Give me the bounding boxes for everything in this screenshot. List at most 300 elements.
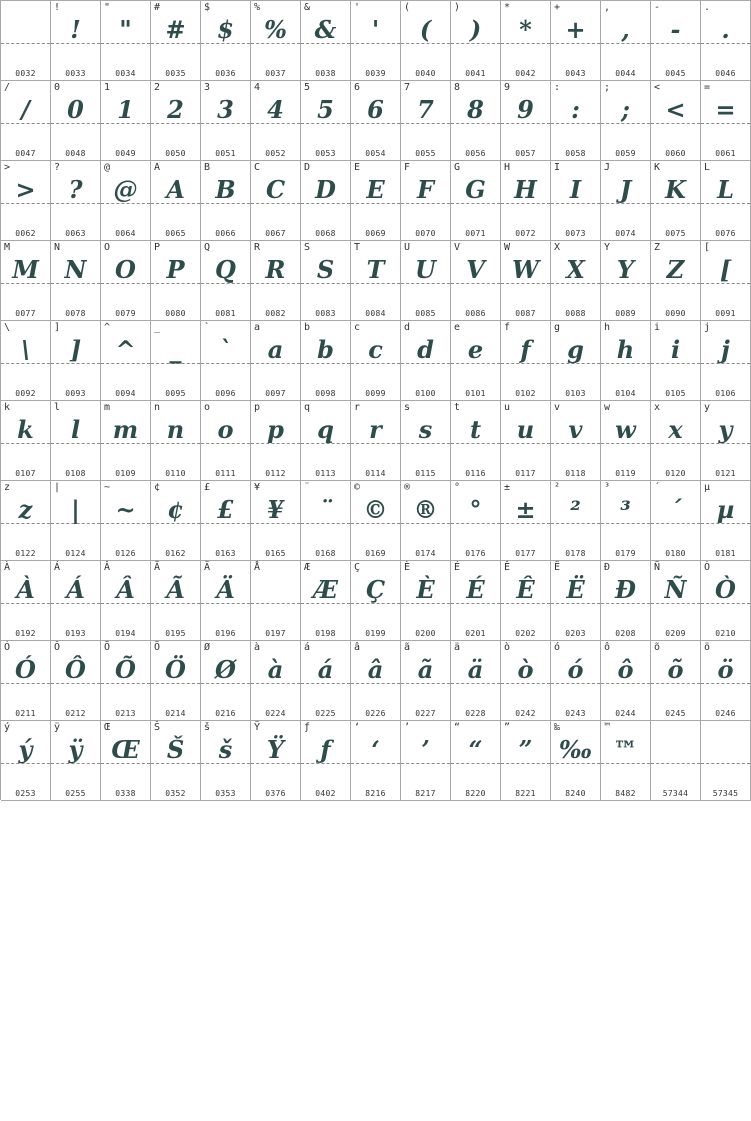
glyph-cell: [101, 401, 151, 481]
glyph-cell: [551, 721, 601, 801]
glyph-cell: [501, 641, 551, 721]
glyph-sample: P: [166, 255, 185, 284]
glyph-char-label: X: [554, 242, 561, 253]
glyph-sample: F: [416, 175, 435, 204]
glyph-sample: Ñ: [664, 575, 687, 604]
glyph-code: 0226: [365, 709, 386, 718]
glyph-char-label: k: [4, 402, 11, 413]
glyph-code: 0181: [715, 549, 736, 558]
glyph-sample: W: [512, 255, 539, 284]
glyph-cell: [351, 1, 401, 81]
glyph-sample: C: [265, 175, 286, 204]
glyph-sample: 6: [367, 95, 384, 124]
glyph-cell: [701, 401, 751, 481]
glyph-code: 0049: [115, 149, 136, 158]
glyph-char-label: ,: [604, 2, 611, 13]
glyph-sample: ´: [669, 495, 682, 524]
glyph-cell: [551, 321, 601, 401]
glyph-cell: [51, 481, 101, 561]
glyph-char-label: %: [254, 2, 261, 13]
glyph-cell: [551, 241, 601, 321]
glyph-sample: 8: [467, 95, 484, 124]
glyph-char-label: Œ: [104, 722, 111, 733]
glyph-char-label: V: [454, 242, 461, 253]
glyph-code: 0116: [465, 469, 486, 478]
glyph-char-label: x: [654, 402, 661, 413]
glyph-cell: [451, 401, 501, 481]
glyph-sample: ý: [18, 735, 33, 764]
glyph-code: 0090: [665, 309, 686, 318]
glyph-cell: [201, 81, 251, 161]
glyph-code: 0035: [165, 69, 186, 78]
baseline-guide: [701, 763, 750, 764]
glyph-cell: [451, 81, 501, 161]
glyph-code: 0178: [565, 549, 586, 558]
glyph-sample: 3: [217, 95, 234, 124]
glyph-code: 0105: [665, 389, 686, 398]
glyph-code: 0048: [65, 149, 86, 158]
glyph-code: 0053: [315, 149, 336, 158]
glyph-code: 0216: [215, 709, 236, 718]
glyph-cell: [401, 321, 451, 401]
glyph-sample: ': [371, 15, 380, 44]
glyph-cell: [101, 321, 151, 401]
glyph-sample: 5: [317, 95, 334, 124]
glyph-cell: [301, 1, 351, 81]
glyph-code: 0120: [665, 469, 686, 478]
glyph-cell: [601, 241, 651, 321]
glyph-cell: [1, 241, 51, 321]
glyph-cell: [501, 481, 551, 561]
glyph-cell: [601, 561, 651, 641]
glyph-cell: [251, 401, 301, 481]
glyph-sample: š: [218, 735, 233, 764]
glyph-char-label: ’: [404, 722, 411, 733]
glyph-code: 0200: [415, 629, 436, 638]
glyph-char-label: ±: [504, 482, 511, 493]
glyph-sample: Ò: [715, 575, 736, 604]
glyph-code: 0102: [515, 389, 536, 398]
glyph-cell: [551, 161, 601, 241]
glyph-cell: [351, 641, 401, 721]
glyph-cell: [251, 721, 301, 801]
glyph-sample: ƒ: [320, 735, 331, 764]
glyph-code: 0224: [265, 709, 286, 718]
glyph-sample: .: [721, 15, 730, 44]
glyph-cell: [351, 241, 401, 321]
glyph-cell: [301, 641, 351, 721]
glyph-sample: ö: [717, 655, 734, 684]
glyph-code: 0075: [665, 229, 686, 238]
glyph-code: 0201: [465, 629, 486, 638]
glyph-code: 0111: [215, 469, 236, 478]
glyph-char-label: ~: [104, 482, 111, 493]
glyph-char-label: Ð: [604, 562, 611, 573]
glyph-code: 0101: [465, 389, 486, 398]
glyph-sample: ¥: [267, 495, 284, 524]
glyph-code: 0376: [265, 789, 286, 798]
glyph-code: 0203: [565, 629, 586, 638]
glyph-cell: [301, 561, 351, 641]
glyph-cell: [101, 561, 151, 641]
glyph-char-label: a: [254, 322, 261, 333]
glyph-code: 0082: [265, 309, 286, 318]
glyph-cell: [651, 401, 701, 481]
glyph-char-label: <: [654, 82, 661, 93]
glyph-code: 0210: [715, 629, 736, 638]
glyph-cell: [301, 241, 351, 321]
glyph-cell: [101, 641, 151, 721]
glyph-sample: ±: [515, 495, 536, 524]
glyph-char-label: É: [454, 562, 461, 573]
glyph-sample: ‰: [558, 735, 593, 764]
glyph-cell: [501, 321, 551, 401]
glyph-code: 8217: [415, 789, 436, 798]
glyph-cell: [651, 161, 701, 241]
glyph-char-label: ®: [404, 482, 411, 493]
glyph-cell: [451, 641, 501, 721]
glyph-code: 0062: [15, 229, 36, 238]
glyph-cell: [651, 1, 701, 81]
glyph-cell: [701, 561, 751, 641]
glyph-char-label: N: [54, 242, 61, 253]
glyph-cell: [101, 721, 151, 801]
glyph-sample: D: [315, 175, 336, 204]
glyph-sample: w: [615, 415, 636, 444]
glyph-cell: [501, 1, 551, 81]
glyph-code: 0038: [315, 69, 336, 78]
glyph-code: 0071: [465, 229, 486, 238]
glyph-sample: d: [417, 335, 434, 364]
glyph-code: 0169: [365, 549, 386, 558]
glyph-sample: ò: [517, 655, 534, 684]
glyph-sample: ã: [417, 655, 434, 684]
glyph-sample: ’: [421, 735, 430, 764]
glyph-cell: [451, 561, 501, 641]
glyph-char-label: š: [204, 722, 211, 733]
glyph-char-label: G: [454, 162, 461, 173]
glyph-code: 0195: [165, 629, 186, 638]
glyph-char-label: Â: [104, 562, 111, 573]
glyph-code: 0198: [315, 629, 336, 638]
glyph-code: 0192: [15, 629, 36, 638]
glyph-sample: J: [619, 175, 632, 204]
glyph-code: 0211: [15, 709, 36, 718]
glyph-cell: [201, 481, 251, 561]
glyph-sample: @: [113, 175, 138, 204]
glyph-sample: Ã: [166, 575, 185, 604]
glyph-sample: Â: [116, 575, 135, 604]
glyph-char-label: Š: [154, 722, 161, 733]
glyph-char-label: ³: [604, 482, 611, 493]
glyph-sample: É: [466, 575, 485, 604]
glyph-code: 0044: [615, 69, 636, 78]
glyph-code: 0046: [715, 69, 736, 78]
glyph-char-label: L: [704, 162, 711, 173]
glyph-code: 0118: [565, 469, 586, 478]
glyph-code: 8216: [365, 789, 386, 798]
glyph-code: 0084: [365, 309, 386, 318]
glyph-cell: [401, 401, 451, 481]
glyph-sample: G: [465, 175, 486, 204]
glyph-sample: z: [18, 495, 33, 524]
glyph-cell: [601, 321, 651, 401]
glyph-char-label: d: [404, 322, 411, 333]
glyph-sample: ": [119, 15, 132, 44]
glyph-sample: ó: [567, 655, 584, 684]
glyph-char-label: °: [454, 482, 461, 493]
glyph-sample: o: [217, 415, 234, 444]
glyph-char-label: Ç: [354, 562, 361, 573]
glyph-char-label: q: [304, 402, 311, 413]
glyph-char-label: Z: [654, 242, 661, 253]
glyph-sample: O: [115, 255, 136, 284]
glyph-char-label: n: [154, 402, 161, 413]
glyph-code: 0214: [165, 709, 186, 718]
glyph-sample: -: [670, 15, 681, 44]
glyph-char-label: v: [554, 402, 561, 413]
glyph-code: 0096: [215, 389, 236, 398]
glyph-code: 0067: [265, 229, 286, 238]
glyph-char-label: Å: [254, 562, 261, 573]
glyph-cell: [651, 641, 701, 721]
glyph-cell: [651, 241, 701, 321]
glyph-sample: u: [516, 415, 535, 444]
glyph-code: 0402: [315, 789, 336, 798]
glyph-char-label: £: [204, 482, 211, 493]
glyph-code: 0065: [165, 229, 186, 238]
glyph-char-label: i: [654, 322, 661, 333]
glyph-code: 0057: [515, 149, 536, 158]
glyph-cell: [651, 481, 701, 561]
glyph-sample: Ÿ: [266, 735, 285, 764]
glyph-cell: [201, 241, 251, 321]
glyph-cell: [51, 1, 101, 81]
glyph-char-label: `: [204, 322, 211, 333]
glyph-code: 0093: [65, 389, 86, 398]
glyph-char-label: Ø: [204, 642, 211, 653]
glyph-char-label: t: [454, 402, 461, 413]
glyph-sample: !: [70, 15, 81, 44]
glyph-sample: f: [520, 335, 531, 364]
glyph-cell: [551, 1, 601, 81]
glyph-sample: Ë: [566, 575, 585, 604]
glyph-cell: [51, 161, 101, 241]
glyph-sample: y: [718, 415, 733, 444]
glyph-cell: [451, 241, 501, 321]
glyph-char-label: Ñ: [654, 562, 661, 573]
glyph-char-label: ´: [654, 482, 661, 493]
glyph-sample: ³: [620, 495, 631, 524]
glyph-sample: #: [165, 15, 186, 44]
glyph-char-label: Á: [54, 562, 61, 573]
glyph-cell: [351, 161, 401, 241]
glyph-char-label: “: [454, 722, 461, 733]
glyph-char-label: ": [104, 2, 111, 13]
glyph-cell: [351, 401, 401, 481]
glyph-sample: ,: [621, 15, 630, 44]
glyph-code: 0245: [665, 709, 686, 718]
glyph-cell: [701, 161, 751, 241]
glyph-char-label: ©: [354, 482, 361, 493]
glyph-cell: [151, 161, 201, 241]
glyph-sample: Ç: [365, 575, 386, 604]
glyph-cell: [251, 241, 301, 321]
glyph-code: 0094: [115, 389, 136, 398]
glyph-code: 0255: [65, 789, 86, 798]
glyph-char-label: ö: [704, 642, 711, 653]
glyph-sample: `: [219, 335, 232, 364]
glyph-char-label: Ö: [154, 642, 161, 653]
glyph-sample: g: [567, 335, 584, 364]
glyph-sample: Ó: [15, 655, 36, 684]
glyph-code: 0055: [415, 149, 436, 158]
glyph-sample: c: [368, 335, 383, 364]
glyph-code: 0115: [415, 469, 436, 478]
glyph-cell: [101, 241, 151, 321]
glyph-sample: h: [616, 335, 635, 364]
glyph-char-label: -: [654, 2, 661, 13]
glyph-code: 0042: [515, 69, 536, 78]
glyph-code: 0086: [465, 309, 486, 318]
glyph-char-label: M: [4, 242, 11, 253]
glyph-cell: [151, 561, 201, 641]
glyph-cell: [1, 561, 51, 641]
glyph-char-label: ?: [54, 162, 61, 173]
glyph-cell: [701, 641, 751, 721]
glyph-sample: j: [721, 335, 730, 364]
glyph-code: 0080: [165, 309, 186, 318]
glyph-sample: K: [665, 175, 686, 204]
glyph-cell: [601, 481, 651, 561]
glyph-code: 0243: [565, 709, 586, 718]
glyph-char-label: ²: [554, 482, 561, 493]
glyph-sample: H: [514, 175, 537, 204]
glyph-code: 57345: [712, 789, 739, 798]
glyph-code: 0246: [715, 709, 736, 718]
glyph-cell: [1, 641, 51, 721]
glyph-code: 0098: [315, 389, 336, 398]
glyph-code: 0085: [415, 309, 436, 318]
glyph-code: 0117: [515, 469, 536, 478]
glyph-char-label: p: [254, 402, 261, 413]
glyph-char-label: ^: [104, 322, 111, 333]
glyph-cell: [701, 721, 751, 801]
glyph-char-label: o: [204, 402, 211, 413]
glyph-char-label: u: [504, 402, 511, 413]
glyph-char-label: b: [304, 322, 311, 333]
glyph-cell: [151, 241, 201, 321]
glyph-cell: [51, 401, 101, 481]
glyph-cell: [501, 241, 551, 321]
glyph-cell: [351, 481, 401, 561]
glyph-sample: >: [15, 175, 36, 204]
glyph-code: 0227: [415, 709, 436, 718]
glyph-sample: k: [17, 415, 34, 444]
glyph-sample: ^: [115, 335, 136, 364]
glyph-code: 0100: [415, 389, 436, 398]
glyph-code: 57344: [662, 789, 689, 798]
glyph-code: 8221: [515, 789, 536, 798]
glyph-code: 0070: [415, 229, 436, 238]
glyph-cell: [601, 161, 651, 241]
glyph-cell: [151, 721, 201, 801]
glyph-char-label: #: [154, 2, 161, 13]
glyph-cell: [701, 1, 751, 81]
glyph-sample: S: [316, 255, 335, 284]
glyph-sample: <: [665, 95, 686, 124]
glyph-cell: [501, 81, 551, 161]
glyph-sample: T: [366, 255, 385, 284]
glyph-code: 0228: [465, 709, 486, 718]
glyph-cell: [401, 161, 451, 241]
glyph-code: 0097: [265, 389, 286, 398]
glyph-char-label: _: [154, 322, 161, 333]
glyph-sample: 4: [267, 95, 284, 124]
glyph-code: 0032: [15, 69, 36, 78]
glyph-char-label: ”: [504, 722, 511, 733]
glyph-code: 0253: [15, 789, 36, 798]
glyph-cell: [701, 241, 751, 321]
glyph-cell: [401, 641, 451, 721]
glyph-char-label: \: [4, 322, 11, 333]
glyph-code: 0050: [165, 149, 186, 158]
glyph-char-label: ‰: [554, 722, 561, 733]
glyph-cell: [251, 81, 301, 161]
glyph-cell: [551, 81, 601, 161]
glyph-cell: [401, 561, 451, 641]
glyph-sample: µ: [716, 495, 735, 524]
glyph-char-label: /: [4, 82, 11, 93]
glyph-char-label: P: [154, 242, 161, 253]
glyph-code: 0072: [515, 229, 536, 238]
glyph-sample: V: [466, 255, 485, 284]
glyph-cell: [701, 321, 751, 401]
glyph-cell: [701, 81, 751, 161]
glyph-char-label: Ã: [154, 562, 161, 573]
glyph-sample: ‘: [371, 735, 380, 764]
glyph-code: 0353: [215, 789, 236, 798]
glyph-code: 0077: [15, 309, 36, 318]
glyph-sample: L: [717, 175, 734, 204]
glyph-cell: [451, 321, 501, 401]
glyph-char-label: ô: [604, 642, 611, 653]
glyph-code: 0199: [365, 629, 386, 638]
glyph-char-label: C: [254, 162, 261, 173]
glyph-sample: [: [719, 255, 732, 284]
glyph-char-label: ]: [54, 322, 61, 333]
glyph-code: 0109: [115, 469, 136, 478]
glyph-sample: 7: [417, 95, 434, 124]
glyph-code: 0196: [215, 629, 236, 638]
glyph-sample: ô: [617, 655, 634, 684]
glyph-sample: r: [369, 415, 382, 444]
glyph-code: 0061: [715, 149, 736, 158]
glyph-sample: e: [467, 335, 484, 364]
glyph-char-label: g: [554, 322, 561, 333]
glyph-code: 0113: [315, 469, 336, 478]
glyph-cell: [51, 321, 101, 401]
glyph-sample: Ä: [216, 575, 235, 604]
glyph-sample: q: [317, 415, 334, 444]
glyph-cell: [351, 321, 401, 401]
glyph-char-label: h: [604, 322, 611, 333]
glyph-code: 0041: [465, 69, 486, 78]
glyph-char-label: s: [404, 402, 411, 413]
glyph-char-label: 3: [204, 82, 211, 93]
glyph-cell: [201, 1, 251, 81]
glyph-cell: [651, 321, 701, 401]
